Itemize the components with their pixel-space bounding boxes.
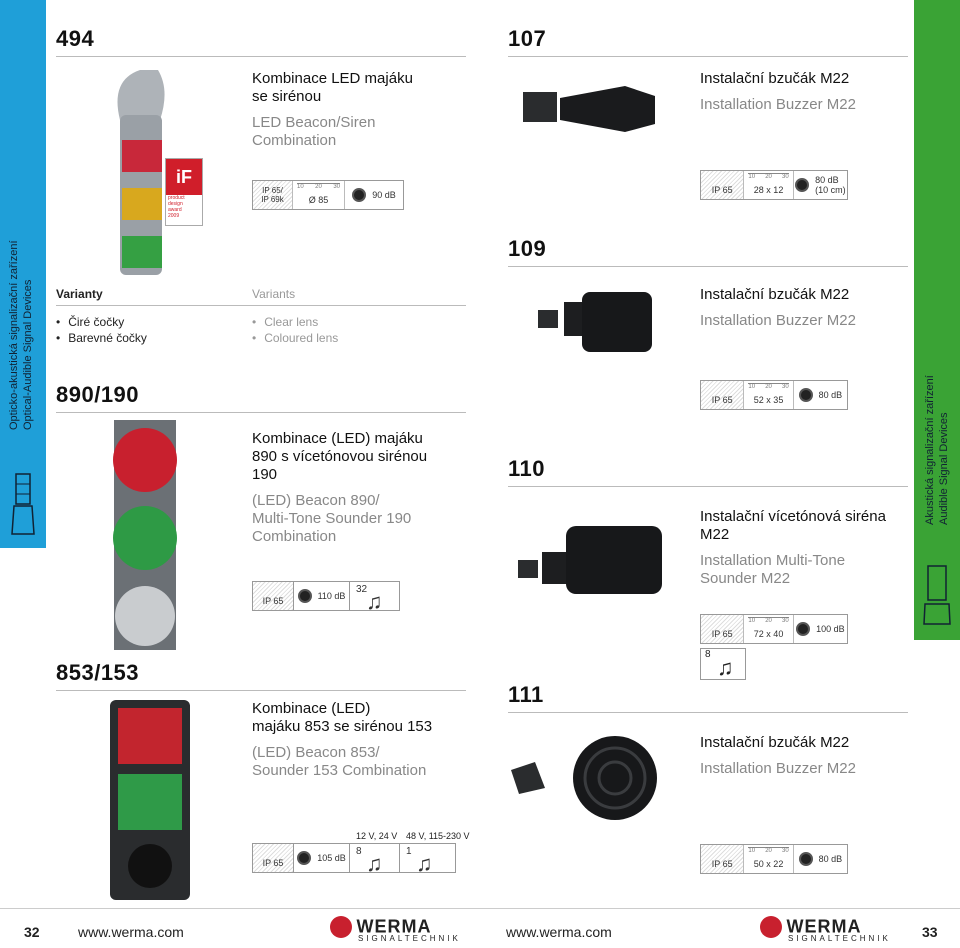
divider-111 xyxy=(508,712,908,713)
sound-level-109: 80 dB xyxy=(818,390,843,400)
beacon-890-image xyxy=(100,420,190,650)
brand-tagline: SIGNALTECHNIK xyxy=(788,934,891,943)
ip-rating-109: IP 65 xyxy=(711,395,733,405)
speaker-icon xyxy=(352,188,366,202)
speaker-icon xyxy=(799,852,813,866)
beacon-853-image xyxy=(110,700,190,900)
voltage-label-2: 48 V, 115-230 V xyxy=(406,831,470,841)
size-111: 50 x 22 xyxy=(753,859,784,869)
brand-name: WERMA xyxy=(356,916,432,937)
website-link-right[interactable]: www.werma.com xyxy=(506,924,612,940)
spec-bar-107: IP 65 10 20 30 28 x 12 80 dB (10 cm) xyxy=(700,170,848,200)
beacon-siren-icon xyxy=(10,470,36,540)
music-note-icon: ♫ xyxy=(717,655,734,680)
product-number-111: 111 xyxy=(508,682,544,707)
title-cz-494-line1: Kombinace LED majáku xyxy=(252,70,413,87)
spec-bar-109: IP 65 10 20 30 52 x 35 80 dB xyxy=(700,380,848,410)
tone-count-853-b: 1 xyxy=(406,845,412,857)
right-sidebar xyxy=(914,0,960,640)
title-cz-109: Instalační bzučák M22 xyxy=(700,286,850,303)
size-107: 28 x 12 xyxy=(753,185,784,195)
product-number-107: 107 xyxy=(508,26,547,51)
variant-item-en-1: • Clear lens xyxy=(252,314,338,330)
speaker-icon xyxy=(297,851,311,865)
title-en-853-line2: Sounder 153 Combination xyxy=(252,762,427,779)
siren-icon xyxy=(922,560,952,630)
werma-logo-right xyxy=(760,916,891,943)
spec-bar-494 xyxy=(252,180,404,210)
title-en-111: Installation Buzzer M22 xyxy=(700,760,856,777)
brand-name: WERMA xyxy=(786,916,862,937)
tone-count-890: 32 xyxy=(356,583,368,595)
music-note-icon: ♫ xyxy=(416,850,433,876)
title-en-109: Installation Buzzer M22 xyxy=(700,312,856,329)
sound-level-853: 105 dB xyxy=(317,853,346,863)
size-cell: 10 20 30 Ø 85 xyxy=(293,181,345,209)
speaker-icon xyxy=(795,178,809,192)
werma-logo-icon xyxy=(760,916,782,938)
title-en-890-line2: Multi-Tone Sounder 190 xyxy=(252,510,412,527)
divider-107 xyxy=(508,56,908,57)
title-en-890-line3: Combination xyxy=(252,528,337,545)
siren-110-image xyxy=(512,520,672,600)
product-number-110: 110 xyxy=(508,456,545,481)
brand-tagline: SIGNALTECHNIK xyxy=(358,934,461,943)
buzzer-109-image xyxy=(530,288,660,358)
product-number-494: 494 xyxy=(56,26,95,51)
title-cz-853-line2: majáku 853 se sirénou 153 xyxy=(252,718,433,735)
title-cz-890-line1: Kombinace (LED) majáku xyxy=(252,430,423,447)
tone-box-110 xyxy=(700,648,746,680)
ip-rating-cell xyxy=(253,181,293,209)
title-cz-494-line2: se sirénou xyxy=(252,88,322,105)
ip-rating: IP 65/ xyxy=(262,186,283,195)
title-en-494-line2: Combination xyxy=(252,132,337,149)
buzzer-107-image xyxy=(515,80,665,140)
award-badge: iF product design award 2009 xyxy=(165,158,203,226)
variants-label-cz: Varianty xyxy=(56,287,103,301)
footer-divider xyxy=(0,908,960,909)
spec-bar-111: IP 65 10 20 30 50 x 22 80 dB xyxy=(700,844,848,874)
title-cz-111: Instalační bzučák M22 xyxy=(700,734,850,751)
variant-item-cz-1: • Čiré čočky xyxy=(56,314,147,330)
werma-logo-left xyxy=(330,916,461,943)
variants-divider xyxy=(56,305,466,306)
tone-count-853-a: 8 xyxy=(356,845,362,857)
page-number-right: 33 xyxy=(922,924,938,940)
title-cz-890-line3: 190 xyxy=(252,466,278,483)
variant-item-cz-2: • Barevné čočky xyxy=(56,330,147,346)
product-number-890-190: 890/190 xyxy=(56,382,140,407)
divider-109 xyxy=(508,266,908,267)
right-sidebar-text-cz: Akustická signalizační zařízení xyxy=(924,375,936,525)
title-en-853-line1: (LED) Beacon 853/ xyxy=(252,744,380,761)
werma-logo-icon xyxy=(330,916,352,938)
spec-bar-110: IP 65 10 20 30 72 x 40 100 dB xyxy=(700,614,848,644)
ip-rating-111: IP 65 xyxy=(711,859,733,869)
title-en-110-line2: Sounder M22 xyxy=(700,570,791,587)
spec-bar-890 xyxy=(252,581,402,614)
divider-494 xyxy=(56,56,466,57)
voltage-label-1: 12 V, 24 V xyxy=(356,831,398,841)
website-link-left[interactable]: www.werma.com xyxy=(78,924,184,940)
left-sidebar xyxy=(0,0,46,548)
left-sidebar-text-en: Optical-Audible Signal Devices xyxy=(22,279,34,430)
left-sidebar-text-cz: Opticko-akustická signalizační zařízení xyxy=(8,240,20,430)
title-en-110-line1: Installation Multi-Tone xyxy=(700,552,846,569)
music-note-icon: ♫ xyxy=(366,850,383,876)
award-year: 2009 xyxy=(168,213,180,219)
ip-rating-107: IP 65 xyxy=(711,185,733,195)
variants-label-en: Variants xyxy=(252,287,296,301)
product-number-109: 109 xyxy=(508,236,547,261)
ip-rating-890: IP 65 xyxy=(262,596,284,606)
title-en-107: Installation Buzzer M22 xyxy=(700,96,856,113)
sound-distance-107: (10 cm) xyxy=(815,185,846,195)
right-sidebar-text-en: Audible Signal Devices xyxy=(938,412,950,525)
speaker-icon xyxy=(796,622,810,636)
page-number-left: 32 xyxy=(24,924,40,940)
spec-bar-853 xyxy=(252,843,464,876)
size-110: 72 x 40 xyxy=(753,629,784,639)
award-line1: product xyxy=(168,195,185,201)
divider-853 xyxy=(56,690,466,691)
product-number-853-153: 853/153 xyxy=(56,660,140,685)
title-en-890-line1: (LED) Beacon 890/ xyxy=(252,492,380,509)
ip-rating-110: IP 65 xyxy=(711,629,733,639)
award-line2: design xyxy=(168,201,183,207)
buzzer-111-image xyxy=(505,730,675,820)
variant-item-en-2: • Coloured lens xyxy=(252,330,338,346)
sound-level-107: 80 dB xyxy=(815,175,839,185)
title-cz-110-line2: M22 xyxy=(700,526,730,543)
diameter: Ø 85 xyxy=(308,195,329,205)
sound-level-111: 80 dB xyxy=(818,854,843,864)
award-line3: award xyxy=(168,207,182,213)
sound-level-110: 100 dB xyxy=(816,624,845,634)
title-cz-107: Instalační bzučák M22 xyxy=(700,70,850,87)
title-cz-890-line2: 890 s vícetónovou sirénou xyxy=(252,448,428,465)
sound-level: 90 dB xyxy=(372,190,396,200)
title-en-494-line1: LED Beacon/Siren xyxy=(252,114,376,131)
divider-890 xyxy=(56,412,466,413)
ip-rating-853: IP 65 xyxy=(262,858,284,868)
speaker-icon xyxy=(799,388,813,402)
sound-level-890: 110 dB xyxy=(317,591,346,601)
tone-count-110: 8 xyxy=(705,649,711,660)
speaker-icon xyxy=(298,589,312,603)
title-cz-110-line1: Instalační vícetónová siréna xyxy=(700,508,886,525)
title-cz-853-line1: Kombinace (LED) xyxy=(252,700,371,717)
music-note-icon: ♫ xyxy=(366,588,383,614)
divider-110 xyxy=(508,486,908,487)
ip-rating-2: IP 69k xyxy=(261,195,284,204)
sound-cell xyxy=(345,181,403,209)
size-109: 52 x 35 xyxy=(753,395,784,405)
